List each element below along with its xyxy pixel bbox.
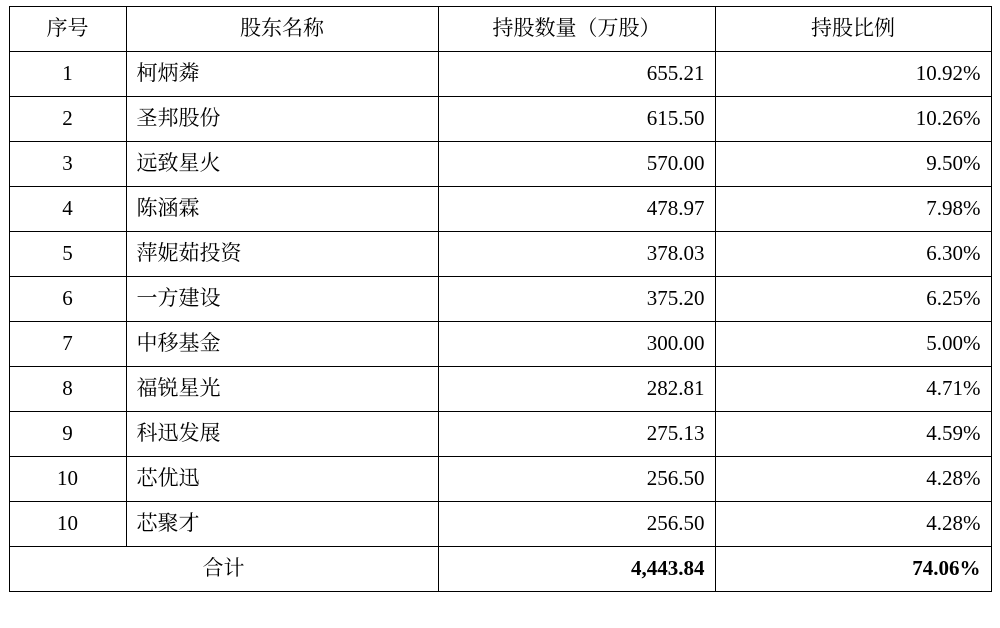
table-header: [9, 7, 991, 52]
cell-shares: 300.00: [438, 322, 715, 367]
cell-ratio: 7.98%: [715, 187, 991, 232]
table-row: [9, 457, 991, 502]
table-row: [9, 412, 991, 457]
cell-name: 远致星火: [126, 142, 438, 187]
cell-ratio: 10.92%: [715, 52, 991, 97]
cell-index: 1: [9, 52, 126, 97]
cell-shares: 655.21: [438, 52, 715, 97]
cell-index: 9: [9, 412, 126, 457]
cell-shares: 478.97: [438, 187, 715, 232]
cell-shares: 256.50: [438, 457, 715, 502]
cell-ratio: 4.71%: [715, 367, 991, 412]
column-header-index: 序号: [9, 7, 126, 52]
cell-ratio: 4.59%: [715, 412, 991, 457]
cell-index: 10: [9, 502, 126, 547]
table-row: [9, 187, 991, 232]
total-ratio: 74.06%: [715, 547, 991, 592]
table-row: [9, 97, 991, 142]
cell-name: 中移基金: [126, 322, 438, 367]
cell-index: 8: [9, 367, 126, 412]
cell-name: 圣邦股份: [126, 97, 438, 142]
cell-index: 6: [9, 277, 126, 322]
table-row: [9, 52, 991, 97]
cell-index: 10: [9, 457, 126, 502]
cell-name: 柯炳粦: [126, 52, 438, 97]
cell-name: 陈涵霖: [126, 187, 438, 232]
cell-name: 科迅发展: [126, 412, 438, 457]
column-header-name: 股东名称: [126, 7, 438, 52]
column-header-ratio: 持股比例: [715, 7, 991, 52]
total-label: 合计: [9, 547, 438, 592]
cell-index: 5: [9, 232, 126, 277]
table-row: [9, 502, 991, 547]
cell-shares: 275.13: [438, 412, 715, 457]
table-row: [9, 232, 991, 277]
column-header-shares: 持股数量（万股）: [438, 7, 715, 52]
cell-ratio: 9.50%: [715, 142, 991, 187]
cell-name: 一方建设: [126, 277, 438, 322]
cell-name: 芯聚才: [126, 502, 438, 547]
cell-shares: 378.03: [438, 232, 715, 277]
cell-shares: 615.50: [438, 97, 715, 142]
cell-ratio: 6.25%: [715, 277, 991, 322]
table-row: [9, 142, 991, 187]
cell-index: 4: [9, 187, 126, 232]
shareholder-table: [9, 6, 992, 592]
table-body: [9, 52, 991, 547]
cell-shares: 256.50: [438, 502, 715, 547]
table-header-row: [9, 7, 991, 52]
cell-ratio: 10.26%: [715, 97, 991, 142]
cell-name: 福锐星光: [126, 367, 438, 412]
cell-index: 2: [9, 97, 126, 142]
table-row: [9, 322, 991, 367]
cell-index: 3: [9, 142, 126, 187]
cell-name: 芯优迅: [126, 457, 438, 502]
cell-shares: 282.81: [438, 367, 715, 412]
cell-ratio: 6.30%: [715, 232, 991, 277]
total-shares: 4,443.84: [438, 547, 715, 592]
cell-ratio: 5.00%: [715, 322, 991, 367]
cell-ratio: 4.28%: [715, 457, 991, 502]
cell-index: 7: [9, 322, 126, 367]
table-row: [9, 277, 991, 322]
cell-name: 萍妮茹投资: [126, 232, 438, 277]
table-row: [9, 367, 991, 412]
cell-shares: 570.00: [438, 142, 715, 187]
table-total-row: [9, 547, 991, 592]
cell-shares: 375.20: [438, 277, 715, 322]
table-footer: [9, 547, 991, 592]
cell-ratio: 4.28%: [715, 502, 991, 547]
